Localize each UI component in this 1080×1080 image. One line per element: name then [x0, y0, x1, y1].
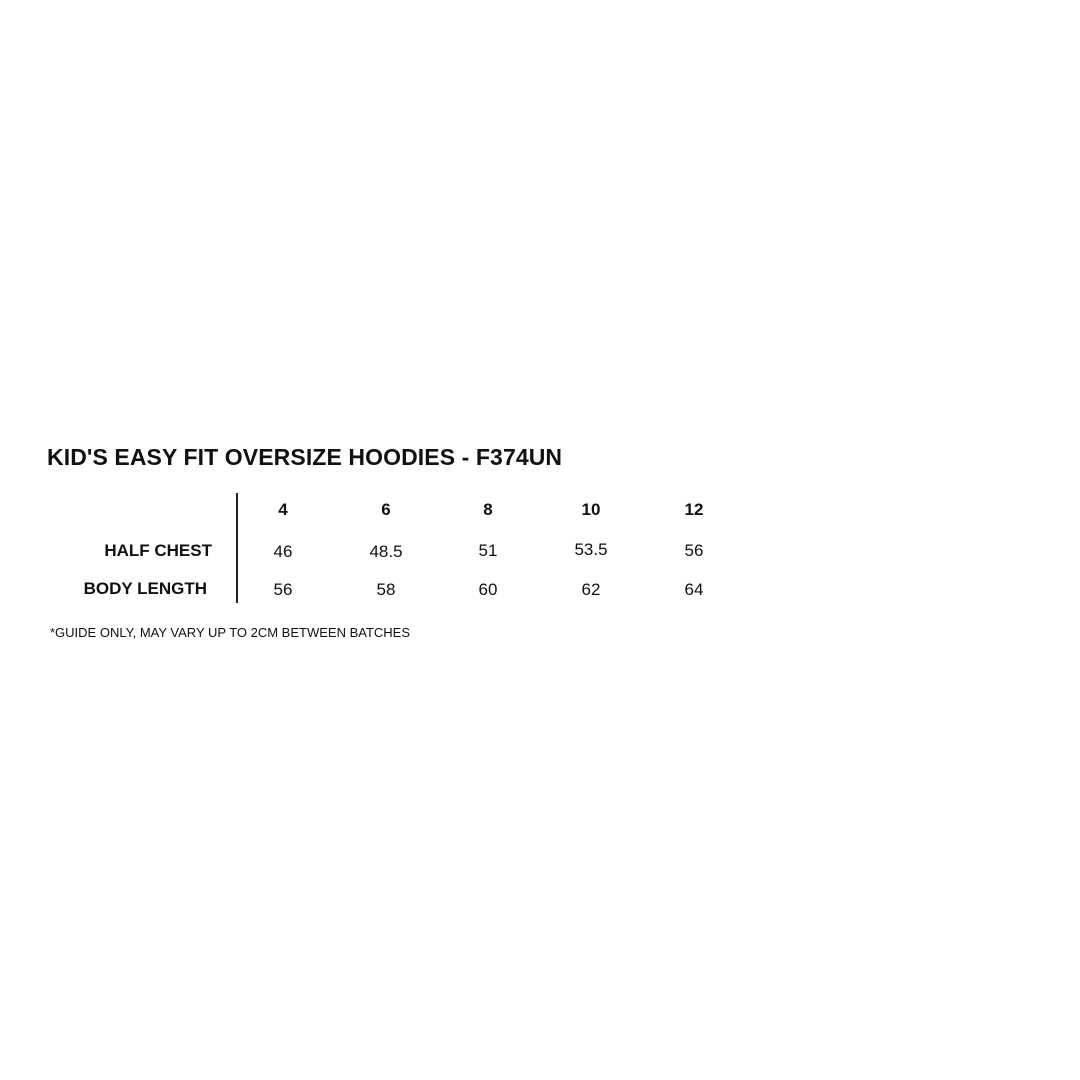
table-cell: 56 — [684, 541, 704, 560]
table-cell: 60 — [478, 580, 498, 599]
size-header-12: 12 — [684, 500, 704, 519]
size-header-4: 4 — [278, 500, 288, 519]
row-label-half-chest: HALF CHEST — [104, 541, 212, 560]
table-cell: 48.5 — [369, 542, 403, 561]
table-cell: 62 — [581, 580, 601, 599]
table-cell: 56 — [273, 580, 293, 599]
chart-title: KID'S EASY FIT OVERSIZE HOODIES - F374UN — [47, 444, 563, 470]
table-cell: 64 — [684, 580, 704, 599]
size-header-8: 8 — [483, 500, 493, 519]
table-cell: 51 — [478, 541, 498, 560]
size-header-10: 10 — [581, 500, 601, 519]
guide-note: *GUIDE ONLY, MAY VARY UP TO 2CM BETWEEN BATCHES — [50, 625, 411, 640]
table-cell: 58 — [376, 580, 396, 599]
table-cell: 53.5 — [574, 540, 608, 559]
row-label-body-length: BODY LENGTH — [83, 579, 207, 598]
table-divider — [236, 493, 238, 603]
size-header-6: 6 — [381, 500, 391, 519]
table-cell: 46 — [273, 542, 293, 561]
